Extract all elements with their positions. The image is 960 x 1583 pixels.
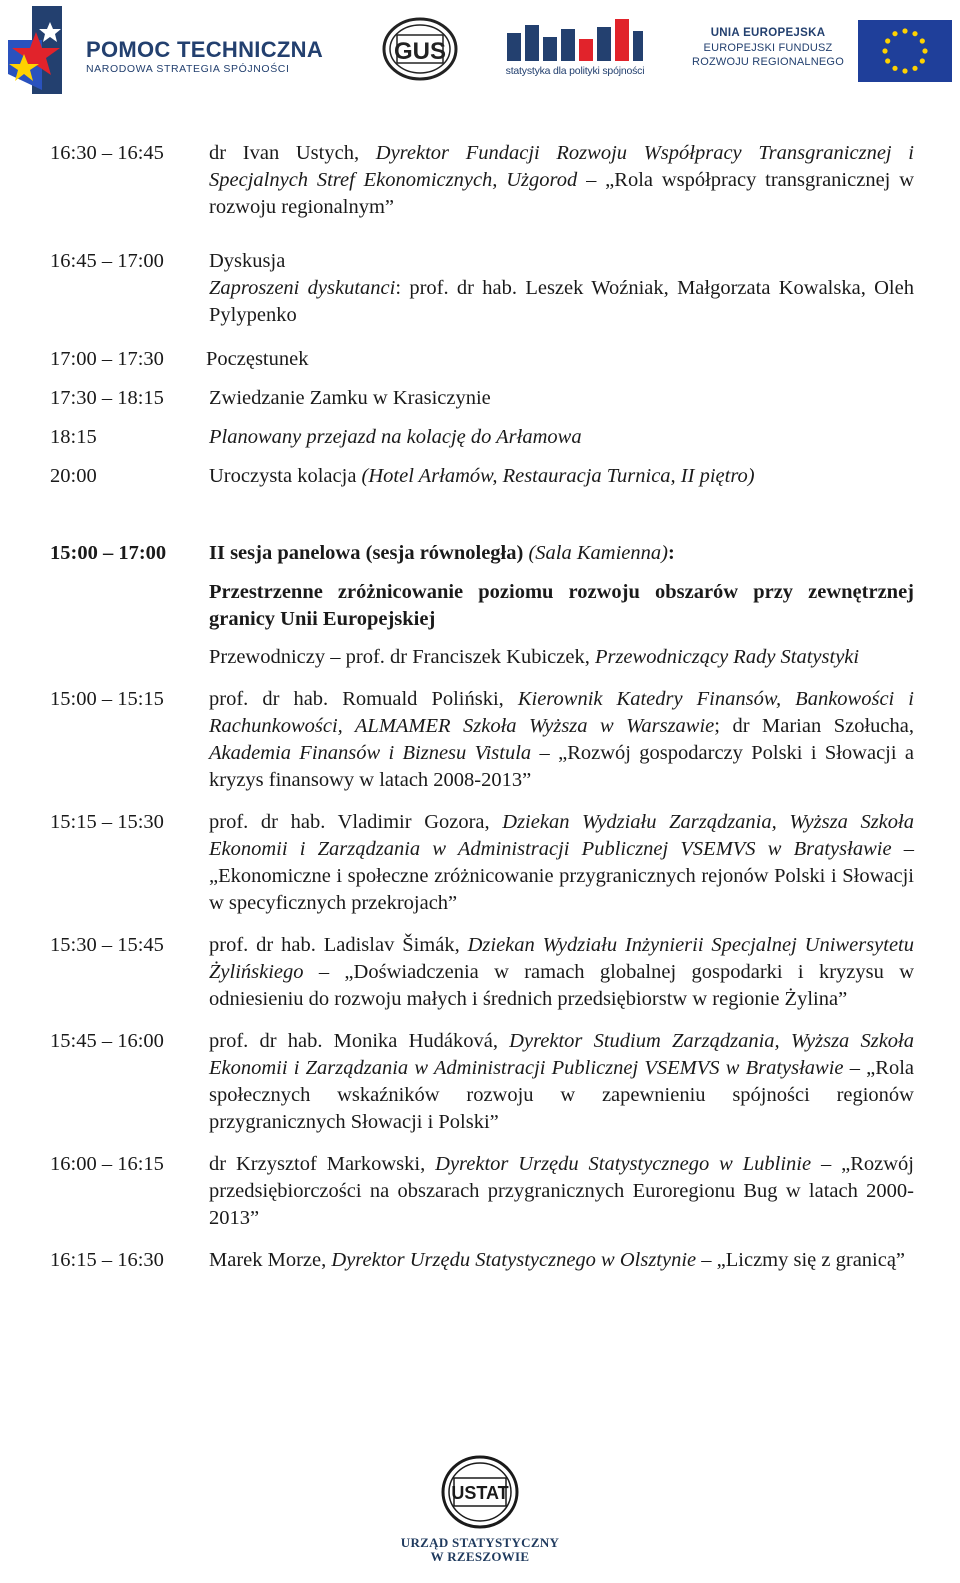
ue-line2: EUROPEJSKI FUNDUSZ bbox=[703, 42, 833, 54]
us-rzeszow-logo-icon bbox=[440, 1454, 520, 1530]
session-header bbox=[50, 540, 914, 567]
gus-logo bbox=[381, 17, 459, 86]
bar-chart-icon bbox=[505, 17, 645, 63]
stat-caption: statystyka dla polityki spójności bbox=[505, 65, 645, 77]
discussants-label: Zaproszeni dyskutanci bbox=[209, 277, 396, 299]
footer-line1: URZĄD STATYSTYCZNY bbox=[400, 1535, 560, 1550]
session-time: 15:00 – 17:00 bbox=[50, 542, 167, 564]
agenda-item bbox=[50, 140, 914, 221]
footer-logo-text: USTAT bbox=[451, 1483, 509, 1503]
eu-flag-icon bbox=[858, 20, 952, 87]
agenda-description: Poczęstunek bbox=[206, 348, 309, 370]
agenda-description: prof. dr hab. Monika Hudáková, Dyrektor Studium Zarządzania, Wyższa Szkoła Ekonomii i Zarządzania w Administracji Publicznej VSEMVS w Bratysławie – „Rola społecznych wskaźników rozwoju w zapewnieniu spójności regionów przygranicznych Słowacji i Polski” bbox=[209, 1030, 915, 1133]
agenda-item bbox=[50, 346, 914, 373]
agenda-description bbox=[209, 248, 914, 329]
agenda-description: dr Krzysztof Markowski, Dyrektor Urzędu Statystycznego w Lublinie – „Rozwój przedsiębiorczości na obszarach przygranicznych Euroregionu Bug w latach 2000-2013” bbox=[209, 1153, 914, 1229]
agenda-description: prof. dr hab. Romuald Poliński, Kierownik Katedry Finansów, Bankowości i Rachunkowości, ALMAMER Szkoła Wyższa w Warszawie; dr Marian Szołucha, Akademia Finansów i Biznesu Vistula – „Rozwój gospodarczy Polski i Słowacji a kryzys finansowy w latach 2008-2013” bbox=[209, 688, 915, 791]
session-chair: Przewodniczy – prof. dr Franciszek Kubiczek, Przewodniczący Rady Statystyki bbox=[209, 646, 860, 668]
ue-line3: ROZWOJU REGIONALNEGO bbox=[692, 56, 844, 68]
agenda-item bbox=[50, 1028, 914, 1136]
agenda-time: 20:00 bbox=[50, 465, 97, 487]
statystyka-logo bbox=[505, 17, 645, 83]
agenda-time: 16:15 – 16:30 bbox=[50, 1249, 164, 1271]
pomoc-techniczna-logo bbox=[6, 4, 336, 96]
session-chair-row bbox=[50, 644, 914, 671]
agenda-description: Zwiedzanie Zamku w Krasiczynie bbox=[209, 387, 491, 409]
agenda-time: 17:00 – 17:30 bbox=[50, 348, 164, 370]
agenda-item bbox=[50, 1151, 914, 1232]
agenda-time: 16:00 – 16:15 bbox=[50, 1153, 164, 1175]
footer-line2: W RZESZOWIE bbox=[430, 1549, 530, 1564]
agenda-time: 17:30 – 18:15 bbox=[50, 387, 164, 409]
agenda-item bbox=[50, 248, 914, 329]
discussants-names: : prof. dr hab. Leszek Woźniak, Małgorzata Kowalska, Oleh Pylypenko bbox=[209, 277, 914, 326]
agenda-time: 16:45 – 17:00 bbox=[50, 250, 164, 272]
agenda-item bbox=[50, 932, 914, 1013]
agenda-item bbox=[50, 385, 914, 412]
agenda-description: prof. dr hab. Vladimir Gozora, Dziekan Wydziału Zarządzania, Wyższa Szkoła Ekonomii i Zarządzania w Administracji Publicznej VSEMVS w Bratysławie – „Ekonomiczne i społeczne zróżnicowanie przygranicznych rejonów Polski i Słowacji w specyficznych przekrojach” bbox=[209, 811, 914, 914]
session-topic-row bbox=[50, 579, 914, 633]
agenda-time: 15:15 – 15:30 bbox=[50, 811, 164, 833]
agenda-time: 18:15 bbox=[50, 426, 97, 448]
pomoc-title: POMOC TECHNICZNA bbox=[86, 37, 324, 62]
agenda bbox=[50, 140, 914, 1274]
gus-logo-text: GUS bbox=[393, 38, 447, 65]
agenda-time: 15:00 – 15:15 bbox=[50, 688, 164, 710]
nss-star-icon bbox=[6, 4, 80, 96]
agenda-item bbox=[50, 686, 914, 794]
ue-line1: UNIA EUROPEJSKA bbox=[710, 27, 826, 39]
footer-logo bbox=[380, 1454, 580, 1564]
agenda-description: dr Ivan Ustych, Dyrektor Fundacji Rozwoju Współpracy Transgranicznej i Specjalnych Stref Ekonomicznych, Użgorod – „Rola współpracy transgranicznej w rozwoju regionalnym” bbox=[209, 142, 915, 218]
pomoc-subtitle: NARODOWA STRATEGIA SPÓJNOŚCI bbox=[86, 63, 290, 75]
agenda-item bbox=[50, 809, 914, 917]
agenda-time: 16:30 – 16:45 bbox=[50, 142, 164, 164]
agenda-description: Uroczysta kolacja (Hotel Arłamów, Restauracja Turnica, II piętro) bbox=[209, 465, 755, 487]
agenda-description: Planowany przejazd na kolację do Arłamowa bbox=[209, 426, 582, 448]
agenda-description: prof. dr hab. Ladislav Šimák, Dziekan Wydziału Inżynierii Specjalnej Uniwersytetu Żylińskiego – „Doświadczenia w ramach globalnej gospodarki i kryzysu w odniesieniu do rozwoju małych i średnich przedsiębiorstw w regionie Żylina” bbox=[209, 934, 914, 1010]
agenda-item bbox=[50, 1247, 914, 1274]
agenda-time: 15:45 – 16:00 bbox=[50, 1030, 164, 1052]
ue-logo-text bbox=[688, 26, 848, 69]
header-logos bbox=[0, 0, 960, 100]
session-topic: Przestrzenne zróżnicowanie poziomu rozwoju obszarów przy zewnętrznej granicy Unii Europejskiej bbox=[209, 581, 914, 630]
agenda-item bbox=[50, 463, 914, 490]
agenda-item bbox=[50, 424, 914, 451]
agenda-description: Marek Morze, Dyrektor Urzędu Statystycznego w Olsztynie – „Liczmy się z granicą” bbox=[209, 1249, 906, 1271]
session-title: II sesja panelowa (sesja równoległa) (Sala Kamienna): bbox=[209, 542, 675, 564]
discussion-title: Dyskusja bbox=[209, 250, 286, 272]
agenda-time: 15:30 – 15:45 bbox=[50, 934, 164, 956]
